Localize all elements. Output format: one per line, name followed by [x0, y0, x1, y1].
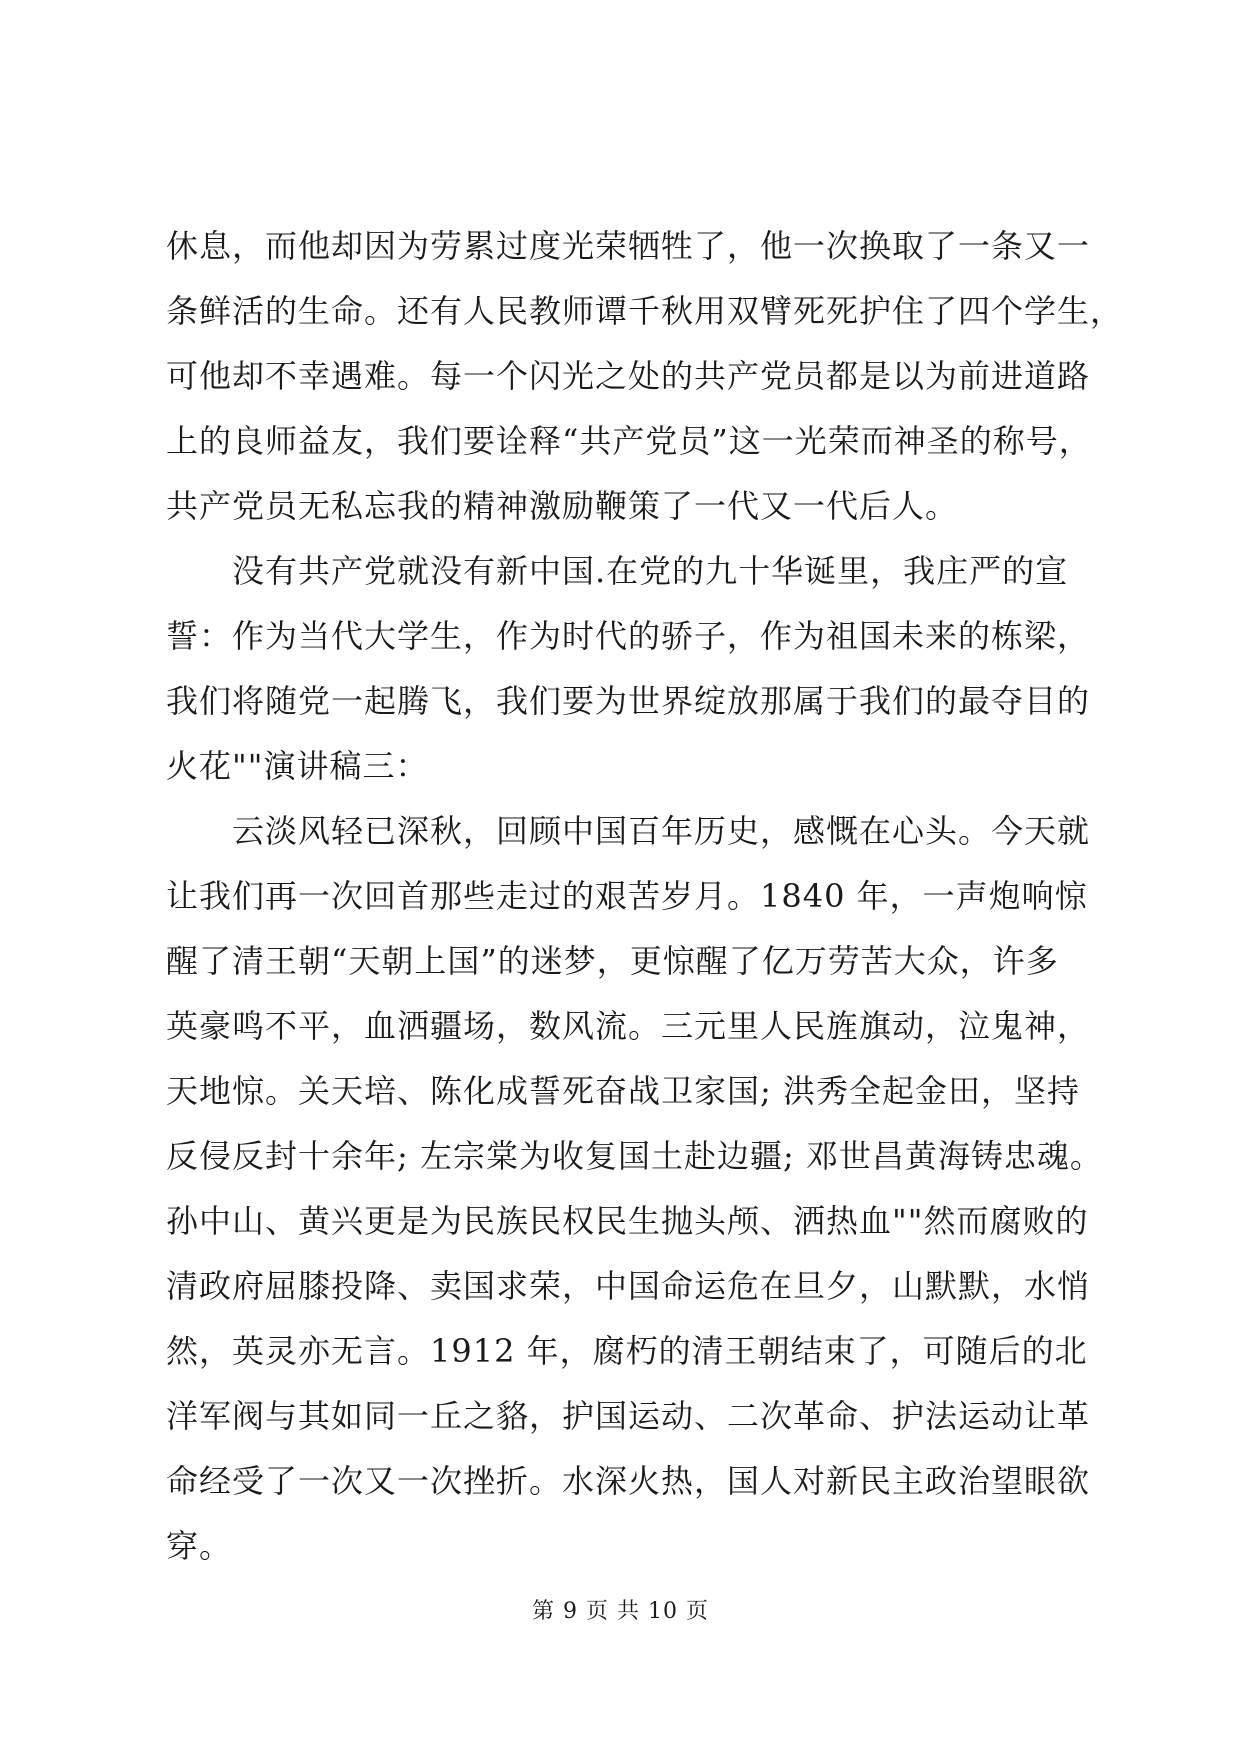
- body-text: [166, 214, 1126, 1579]
- text-line: 命经受了一次又一次挫折。水深火热，国人对新民主政治望眼欲: [166, 1462, 1091, 1500]
- text-line: 云淡风轻已深秋，回顾中国百年历史，感慨在心头。今天就: [166, 812, 1091, 850]
- text-line: 天地惊。关天培、陈化成誓死奋战卫家国; 洪秀全起金田，坚持: [166, 1072, 1080, 1110]
- text-line: 共产党员无私忘我的精神激励鞭策了一代又一代后人。: [166, 487, 959, 525]
- text-line: 条鲜活的生命。还有人民教师谭千秋用双臂死死护住了四个学生，: [166, 292, 1124, 330]
- text-line: 誓：作为当代大学生，作为时代的骄子，作为祖国未来的栋梁，: [166, 617, 1091, 655]
- text-line: 火花""演讲稿三：: [166, 747, 429, 785]
- text-line: 洋军阀与其如同一丘之貉，护国运动、二次革命、护法运动让革: [166, 1397, 1091, 1435]
- text-line: 醒了清王朝“天朝上国”的迷梦，更惊醒了亿万劳苦大众，许多: [166, 942, 1059, 980]
- text-line: 休息，而他却因为劳累过度光荣牺牲了，他一次换取了一条又一: [166, 227, 1091, 265]
- text-line: 上的良师益友，我们要诠释“共产党员”这一光荣而神圣的称号，: [166, 422, 1092, 460]
- text-line: 英豪鸣不平，血洒疆场，数风流。三元里人民旌旗动，泣鬼神，: [166, 1007, 1091, 1045]
- text-line: 我们将随党一起腾飞，我们要为世界绽放那属于我们的最夺目的: [166, 682, 1091, 720]
- text-line: 清政府屈膝投降、卖国求荣，中国命运危在旦夕，山默默，水悄: [166, 1267, 1091, 1305]
- text-line: 孙中山、黄兴更是为民族民权民生抛头颅、洒热血""然而腐败的: [166, 1202, 1089, 1240]
- text-line: 让我们再一次回首那些走过的艰苦岁月。1840 年，一声炮响惊: [166, 877, 1088, 915]
- text-line: 反侵反封十余年; 左宗棠为收复国土赴边疆; 邓世昌黄海铸忠魂。: [166, 1137, 1103, 1175]
- text-line: 没有共产党就没有新中国.在党的九十华诞里，我庄严的宣: [166, 552, 1069, 590]
- page-number-footer: 第 9 页 共 10 页: [532, 1599, 709, 1624]
- text-line: 穿。: [166, 1527, 233, 1565]
- text-line: 然，英灵亦无言。1912 年，腐朽的清王朝结束了，可随后的北: [166, 1332, 1088, 1370]
- text-line: 可他却不幸遇难。每一个闪光之处的共产党员都是以为前进道路: [166, 357, 1091, 395]
